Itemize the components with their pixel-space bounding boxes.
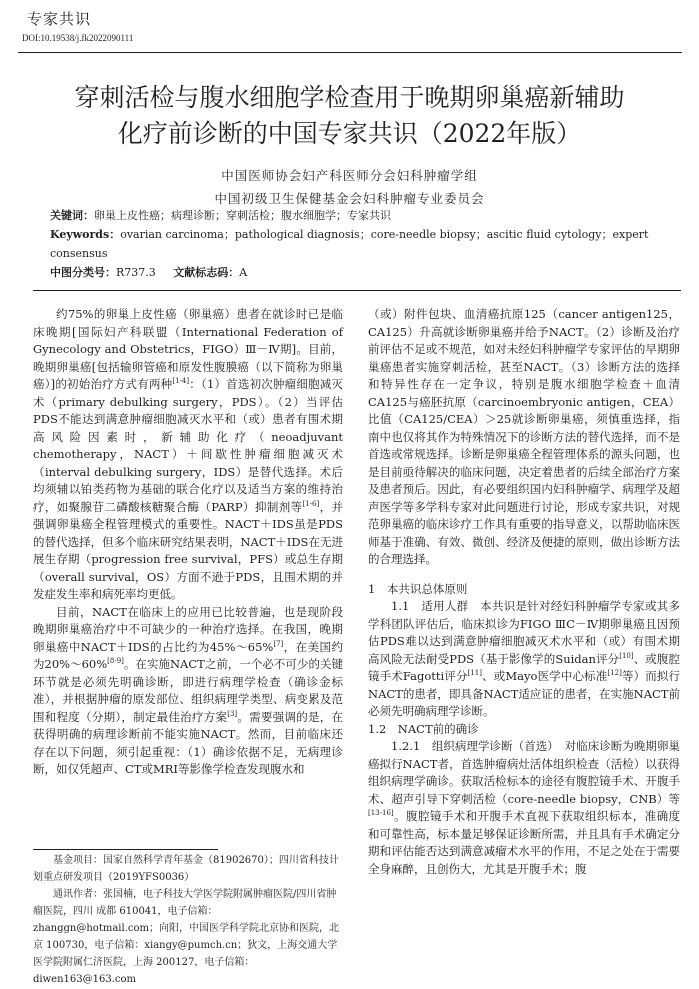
citation[interactable]: [3] bbox=[227, 709, 238, 718]
keywords-rule bbox=[33, 290, 681, 291]
body-paragraph: 约75%的卵巢上皮性癌（卵巢癌）患者在就诊时已是临床晚期[国际妇产科联盟（International Federation of Gynecology and Obstetrics，FIGO）Ⅲ－Ⅳ期]。目前，晚期卵巢癌[包括输卵管癌和原发性腹膜癌（以下简称为卵巢癌）]的初始治疗方式有两种[1-4]：（1）首选初次肿瘤细胞减灭术（primary debulking surgery，PDS）。（2）当评估PDS不能达到满意肿瘤细胞减灭水平和（或）患者有围术期高风险因素时，新辅助化疗（neoadjuvant chemotherapy，NACT）＋间歇性肿瘤细胞减灭术（interval debulking surgery，IDS）是替代选择。术后均须辅以铂类药物为基础的联合化疗以及适当方案的维持治疗，如聚腺苷二磷酸核糖聚合酶（PARP）抑制剂等[1-6]，并强调卵巢癌全程管理模式的重要性。NACT＋IDS虽是PDS的替代选择，但多个临床研究结果表明，NACT＋IDS在无进展生存期（progression free survival，PFS）或总生存期（overall survival，OS）方面不逊于PDS，且围术期的并发症发生率和病死率均更低。 bbox=[33, 307, 343, 601]
citation[interactable]: [1-4] bbox=[172, 377, 190, 386]
citation[interactable]: [1-6] bbox=[302, 499, 320, 508]
footnote-rule bbox=[33, 849, 218, 850]
citation[interactable]: [11] bbox=[467, 669, 482, 678]
correspondence-note: 通讯作者：张国楠，电子科技大学医学院附属肿瘤医院/四川省肿瘤医院，四川 成都 610041，电子信箱：zhanggn@hotmail.com；向阳，中国医学科学院北京协和医院，北京 100730，电子信箱：xiangy@pumch.cn；狄文，上海交通大学医学院附属仁济医院，上海 200127，电子信箱：diwen163@163.com bbox=[33, 889, 339, 985]
author-org-1: 中国医师协会妇产科医师分会妇科肿瘤学组 bbox=[221, 168, 478, 183]
citation[interactable]: [10] bbox=[619, 651, 634, 660]
keywords-block bbox=[50, 206, 670, 282]
citation[interactable]: [13-16] bbox=[368, 809, 394, 818]
left-column bbox=[33, 306, 343, 779]
body-paragraph: 1.2.1 组织病理学诊断（首选） 对临床诊断为晚期卵巢癌拟行NACT者，首选肿瘤病灶活体组织检查（活检）以获得组织病理学确诊。获取活检标本的途径有腹腔镜手术、开腹手术、超声引导下穿刺活检（core-needle biopsy，CNB）等[13-16]。腹腔镜手术和开腹手术直视下获取组织标本，准确度和可靠性高，标本量足够保证诊断所需，并且具有手术确定分期和评估能否达到满意减瘤术水平的作用，不足之处在于需要全身麻醉，且创伤大，尤其是开腹手术；腹 bbox=[368, 739, 680, 876]
body-paragraph: 1.1 适用人群 本共识是针对经妇科肿瘤学专家或其多学科团队评估后，临床拟诊为FIGO ⅢC－Ⅳ期卵巢癌且因预估PDS难以达到满意肿瘤细胞减灭术水平和（或）有围术期高风险无法耐受PDS（基于影像学的Suidan评分[10]、或腹腔镜手术Fagotti评分[11]、或Mayo医学中心标准[12]等）而拟行NACT的患者，即具备NACT适应证的患者，在实施NACT前必须先明确病理学诊断。 bbox=[368, 599, 681, 718]
header-rule bbox=[18, 52, 682, 53]
classification: 中图分类号：R737.3 文献标志码：A bbox=[50, 266, 248, 279]
section-tag: 专家共识 bbox=[27, 10, 92, 28]
section-heading: 1 本共识总体原则 bbox=[368, 581, 468, 596]
subsection-heading: 1.2 NACT前的确诊 bbox=[368, 721, 479, 736]
article-title-line2: 化疗前诊断的中国专家共识（2022年版） bbox=[117, 119, 582, 148]
body-paragraph: 目前，NACT在临床上的应用已比较普遍，也是现阶段晚期卵巢癌治疗中不可缺少的一种治疗选择。在我国，晚期卵巢癌中NACT＋IDS的占比约为45%～65%[7]，在美国约为20%～60%[8-9]。在实施NACT之前，一个必不可少的关键环节就是必须先明确诊断，即进行病理学检查（确诊金标准），并根据肿瘤的原发部位、组织病理学类型、病变累及范围和程度（分期），制定最佳治疗方案[3]。需要强调的是，在获得明确的病理诊断前不能实施NACT。然而，目前临床还存在以下问题，须引起重视：（1）确诊依据不足，无病理诊断，如仅凭超声、CT或MRI等影像学检查发现腹水和 bbox=[33, 604, 344, 776]
author-org-2: 中国初级卫生保健基金会妇科肿瘤专业委员会 bbox=[214, 191, 485, 206]
citation[interactable]: [12] bbox=[607, 669, 622, 678]
keywords-zh: 关键词：卵巢上皮性癌；病理诊断；穿刺活检；腹水细胞学；专家共识 bbox=[50, 209, 391, 222]
citation[interactable]: [7] bbox=[273, 639, 284, 648]
article-title-line1: 穿刺活检与腹水细胞学检查用于晚期卵巢癌新辅助 bbox=[74, 83, 625, 112]
keywords-en: Keywords：ovarian carcinoma；pathological diagnosis；core-needle biopsy；ascitic fluid cytology；expert consensus bbox=[50, 228, 649, 260]
citation[interactable]: [8-9] bbox=[107, 657, 124, 666]
right-column bbox=[368, 306, 680, 878]
body-paragraph: （或）附件包块、血清癌抗原125（cancer antigen125，CA125）升高就诊断卵巢癌并给予NACT。（2）诊断及治疗前评估不足或不规范，如对未经妇科肿瘤学专家评估的早期卵巢癌患者实施穿刺活检，甚至NACT。（3）诊断方法的选择和特异性存在一定争议，特别是腹水细胞学检查＋血清CA125与癌胚抗原（carcinoembryonic antigen，CEA）比值（CA125/CEA）＞25就诊断卵巢癌，须慎重选择，指南中也仅将其作为特殊情况下的诊断方法的替代选择，而不是首选或常规选择。诊断是卵巢癌全程管理体系的源头问题，也是目前亟待解决的临床问题，决定着患者的后续全部治疗方案及患者预后。因此，有必要组织国内妇科肿瘤学、病理学及超声医学等多学科专家对此问题进行讨论，形成专家共识，对规范卵巢癌的临床诊疗工作具有重要的指导意义，以帮助临床医师基于准确、有效、微创、经济及便捷的原则，做出诊断方法的合理选择。 bbox=[368, 307, 680, 566]
footnotes bbox=[33, 852, 343, 988]
doi[interactable]: DOI:10.19538/j.fk2022090111 bbox=[22, 33, 134, 43]
funding-note: 基金项目：国家自然科学青年基金（81902670）；四川省科技计划重点研发项目（2019YFS0036） bbox=[33, 855, 339, 883]
